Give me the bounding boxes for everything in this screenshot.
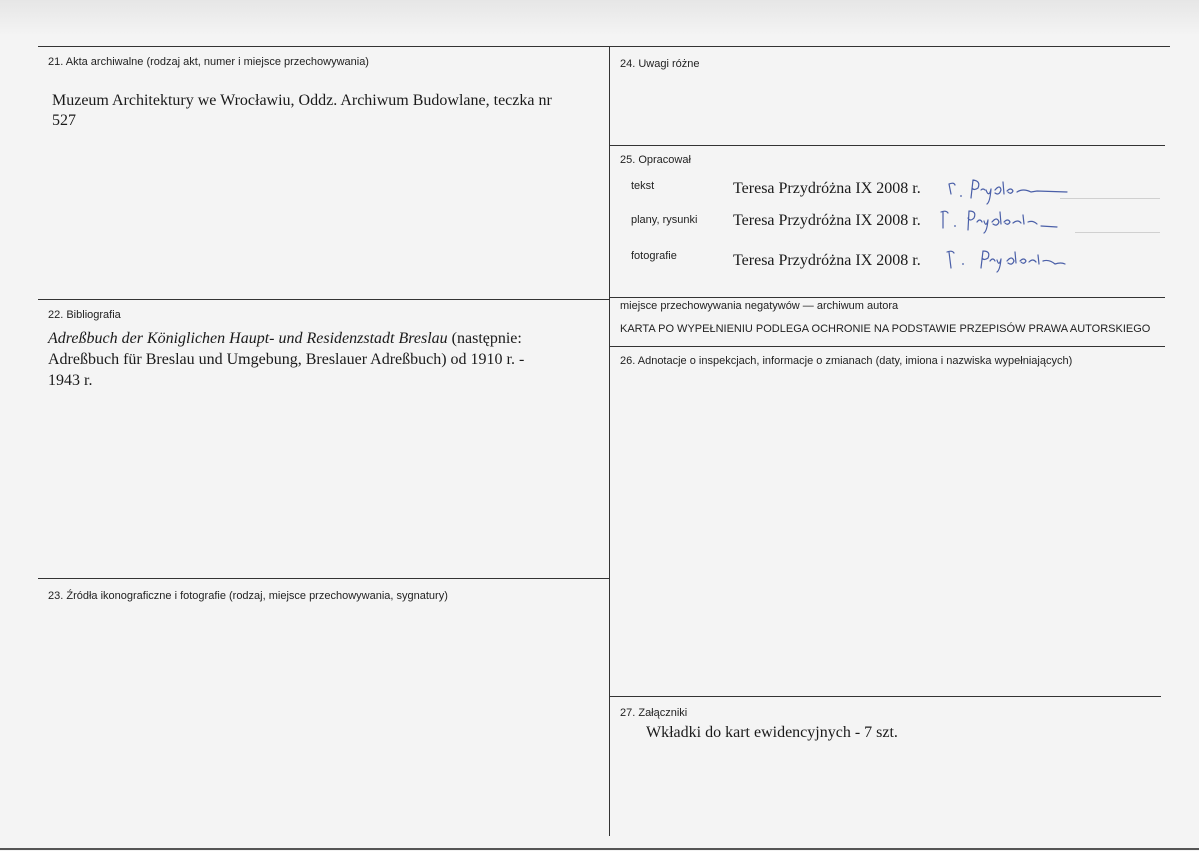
author-row-plans-kind: plany, rysunki [631, 214, 698, 226]
section-27-value: Wkładki do kart ewidencyjnych - 7 szt. [646, 724, 898, 741]
signature-2 [937, 206, 1067, 234]
scan-top-edge [0, 0, 1199, 36]
author-row-text-value: Teresa Przydróżna IX 2008 r. [733, 180, 921, 197]
section-21-line2: 527 [52, 112, 76, 129]
rule-right-26 [609, 346, 1165, 347]
section-22-label: 22. Bibliografia [48, 309, 121, 321]
rule-right-27 [609, 696, 1161, 697]
bibliography-title: Adreßbuch der Königlichen Haupt- und Residenzstadt Breslau [48, 330, 448, 347]
section-24-label: 24. Uwagi różne [620, 58, 700, 70]
rule-right-25-bottom [609, 297, 1165, 298]
section-22-line1 [48, 328, 522, 349]
section-22-line3: 1943 r. [48, 372, 93, 389]
signature-line-1 [1060, 198, 1160, 199]
author-row-text-kind: tekst [631, 180, 655, 192]
author-row-photos-value: Teresa Przydróżna IX 2008 r. [733, 252, 921, 269]
section-26-label: 26. Adnotacje o inspekcjach, informacje o zmianach (daty, imiona i nazwiska wypełniających) [620, 355, 1073, 367]
section-21-line1: Muzeum Architektury we Wrocławiu, Oddz. Archiwum Budowlane, teczka nr [52, 92, 552, 109]
author-row-photos-kind: fotografie [631, 250, 677, 262]
section-23-label: 23. Źródła ikonograficzne i fotografie (rodzaj, miejsce przechowywania, sygnatury) [48, 590, 448, 602]
copyright-notice: KARTA PO WYPEŁNIENIU PODLEGA OCHRONIE NA PODSTAWIE PRZEPISÓW PRAWA AUTORSKIEGO [620, 323, 1151, 335]
rule-left-22 [38, 299, 609, 300]
signature-line-2 [1075, 232, 1160, 233]
bottom-edge [0, 848, 1199, 850]
rule-left-23 [38, 578, 609, 579]
top-rule [38, 46, 1170, 47]
rule-right-25 [609, 145, 1165, 146]
section-25-label: 25. Opracował [620, 154, 691, 166]
author-row-plans-value: Teresa Przydróżna IX 2008 r. [733, 212, 921, 229]
column-divider [609, 46, 610, 836]
bibliography-title-note: (następnie: [447, 330, 522, 347]
signature-1 [945, 178, 1075, 206]
section-27-label: 27. Załączniki [620, 707, 688, 719]
section-22-line2: Adreßbuch für Breslau und Umgebung, Breslauer Adreßbuch) od 1910 r. - [48, 351, 525, 368]
signature-3 [943, 246, 1073, 274]
section-21-label: 21. Akta archiwalne (rodzaj akt, numer i miejsce przechowywania) [48, 56, 369, 68]
negatives-location: miejsce przechowywania negatywów — archiwum autora [620, 300, 899, 312]
